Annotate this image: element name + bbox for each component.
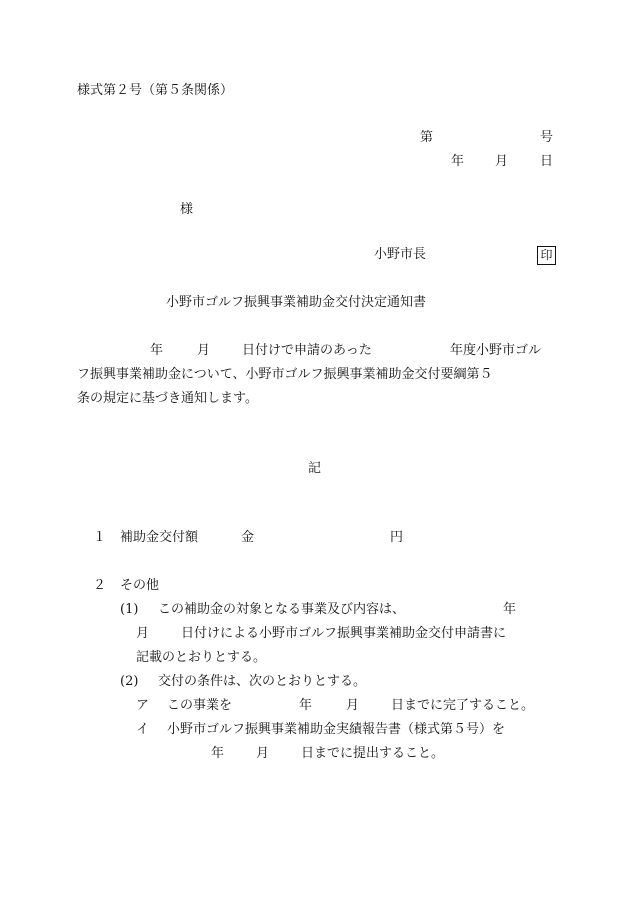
sub2-i-text: 小野市ゴルフ振興事業補助金実績報告書（様式第５号）を xyxy=(167,722,506,737)
sub1-number: (1) xyxy=(120,602,139,617)
item1-yen: 円 xyxy=(390,530,404,545)
sub1-text: この補助金の対象となる事業及び内容は、 xyxy=(158,602,406,617)
number-suffix: 号 xyxy=(540,130,554,145)
sub2-i-month: 月 xyxy=(256,746,270,761)
body-month: 月 xyxy=(197,343,211,358)
body-day-text: 日付けで申請のあった xyxy=(242,343,372,358)
sub1-line2-rest: 日付けによる小野市ゴルフ振興事業補助金交付申請書に xyxy=(181,626,507,641)
form-label: 様式第２号（第５条関係） xyxy=(77,83,234,98)
seal-mark: 印 xyxy=(537,246,556,265)
item1-label: 補助金交付額 xyxy=(120,530,199,545)
item2-label: その他 xyxy=(120,578,160,593)
sub1-month: 月 xyxy=(136,626,150,641)
sub1-line3: 記載のとおりとする。 xyxy=(136,650,267,665)
sub2-a-rest: 日までに完了すること。 xyxy=(391,698,535,713)
body-line-2: フ振興事業補助金について、小野市ゴルフ振興事業補助金交付要綱第５ xyxy=(77,367,493,382)
sub2-a-kana: ア xyxy=(136,698,150,713)
sub2-number: (2) xyxy=(120,674,139,689)
item2-number: ２ xyxy=(93,578,107,593)
date-day: 日 xyxy=(540,154,554,169)
sub2-i-kana: イ xyxy=(136,722,150,737)
sub2-a-month: 月 xyxy=(346,698,360,713)
body-line-3: 条の規定に基づき通知します。 xyxy=(77,391,258,406)
addressee-honorific: 様 xyxy=(180,202,194,217)
date-year: 年 xyxy=(451,154,465,169)
sub2-a-text: この事業を xyxy=(167,698,233,713)
body-fiscal-text: 年度小野市ゴル xyxy=(450,343,542,358)
sub2-i-year: 年 xyxy=(211,746,225,761)
sub2-i-rest: 日までに提出すること。 xyxy=(301,746,445,761)
number-prefix: 第 xyxy=(420,130,434,145)
date-month: 月 xyxy=(495,154,509,169)
sub1-year: 年 xyxy=(503,602,517,617)
sub2-a-year: 年 xyxy=(299,698,313,713)
body-year: 年 xyxy=(150,343,164,358)
sender-name: 小野市長 xyxy=(374,247,427,262)
item1-kin: 金 xyxy=(241,530,255,545)
sub2-text: 交付の条件は、次のとおりとする。 xyxy=(158,674,367,689)
item1-number: １ xyxy=(93,530,107,545)
ki-heading: 記 xyxy=(308,461,322,476)
document-title: 小野市ゴルフ振興事業補助金交付決定通知書 xyxy=(166,295,427,310)
